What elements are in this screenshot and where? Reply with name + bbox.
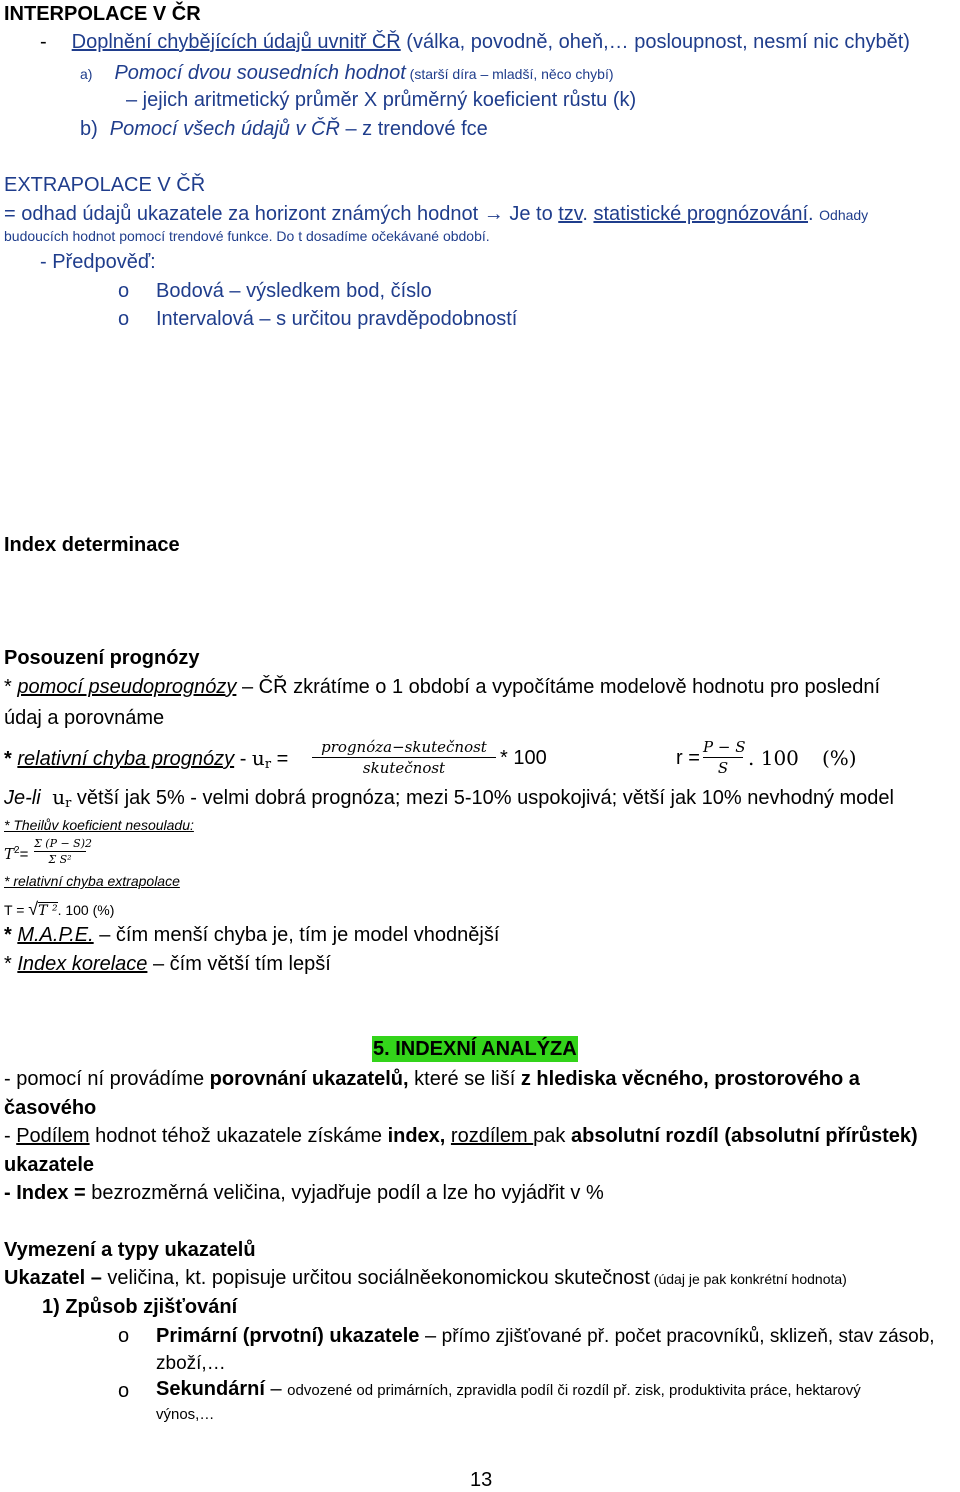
primarni-ukazatele: Primární (prvotní) ukazatele – přímo zjišťované př. počet pracovníků, sklizeň, stav zásob, (156, 1325, 935, 1347)
primarni-line2: zboží,… (156, 1353, 226, 1374)
predpoved-bodova: Bodová – výsledkem bod, číslo (156, 280, 432, 302)
indexni-p2: - Podílem hodnot téhož ukazatele získáme index, rozdílem pak absolutní rozdíl (absolutní přírůstek) (4, 1125, 918, 1147)
extrapolace-line1: = odhad údajů ukazatele za horizont známých hodnot → Je to tzv. statistické prognózování. Odhady (4, 203, 869, 225)
fraction-relative-error: prognóza−skutečnost skutečnost (312, 738, 496, 777)
interpolace-b: b) Pomocí všech údajů v ČŘ – z trendové fce (80, 118, 488, 140)
heading-vymezeni: Vymezení a typy ukazatelů (4, 1239, 256, 1261)
t2-label: $T^2=$ (4, 845, 29, 863)
interpolace-a: a) Pomocí dvou sousedních hodnot (starší díra – mladší, něco chybí) (80, 62, 614, 84)
sekundarni-ukazatele: Sekundární – odvozené od primárních, zpravidla podíl či rozdíl př. zisk, produktivita práce, hektarový (156, 1378, 861, 1400)
indexni-p1: - pomocí ní provádíme porovnání ukazatelů, které se liší z hlediska věcného, prostorového a (4, 1068, 860, 1090)
predpoved: - Předpověď: (40, 251, 156, 273)
korelace-line: * Index korelace – čím větší tím lepší (4, 953, 331, 975)
times-100: * 100 (500, 747, 547, 769)
theil-label: * Theilův koeficient nesouladu: (4, 817, 194, 833)
heading-extrapolace: EXTRAPOLACE V ČŘ (4, 174, 206, 196)
bullet-marker: o (118, 308, 130, 330)
je-li-line: Je-li ur větší jak 5% - velmi dobrá prognóza; mezi 5-10% uspokojivá; větší jak 10% nevhodný model (4, 785, 894, 811)
t-formula: T = √T ². 100 (%) (4, 899, 115, 919)
interpolace-item: - Doplnění chybějících údajů uvnitř ČŘ (válka, povodně, oheň,… posloupnost, nesmí nic chybět) (40, 31, 910, 53)
percent-unit: (%) (822, 746, 857, 770)
bullet-marker: o (118, 1325, 130, 1347)
heading-interpolace: INTERPOLACE V ČR (4, 3, 201, 25)
r-equals: r = (676, 747, 700, 769)
relativni-chyba-label: * relativní chyba prognózy - ur = (4, 746, 289, 772)
bullet-marker: o (118, 280, 130, 302)
pseudoprognoza-line1: * pomocí pseudoprognózy – ČŘ zkrátíme o 1 období a vypočítáme modelově hodnotu pro poslední (4, 676, 881, 698)
interpolace-a-sub: – jejich aritmetický průměr X průměrný koeficient růstu (k) (126, 89, 637, 111)
predpoved-intervalova: Intervalová – s určitou pravděpodobností (156, 308, 518, 330)
indexni-p1-line2: časového (4, 1097, 97, 1119)
heading-indexni-analyza: 5. INDEXNÍ ANALÝZA (373, 1038, 577, 1060)
page-number: 13 (470, 1469, 493, 1491)
ukazatel-def: Ukazatel – veličina, kt. popisuje určitou sociálněekonomickou skutečnost (údaj je pak konkrétní hodnota) (4, 1267, 847, 1289)
pseudoprognoza-line2: údaj a porovnáme (4, 707, 165, 729)
interpolace-link[interactable]: Doplnění chybějících údajů uvnitř ČŘ (71, 31, 401, 53)
fraction-theil: Σ (P − S)2 Σ S² (34, 837, 93, 866)
zpusob-zjistovani: 1) Způsob zjišťování (42, 1296, 238, 1318)
indexni-p2-line2: ukazatele (4, 1154, 95, 1176)
r-times-100: . 100 (748, 746, 799, 770)
extrapolace-line2: budoucích hodnot pomocí trendové funkce. Do t dosadíme očekávané období. (4, 228, 490, 244)
bullet-marker: o (118, 1380, 130, 1402)
heading-posouzeni: Posouzení prognózy (4, 647, 200, 669)
indexni-p3: - Index = bezrozměrná veličina, vyjadřuje podíl a lze ho vyjádřit v % (4, 1182, 604, 1204)
heading-index-determinace: Index determinace (4, 534, 180, 556)
fraction-r: P − S S (703, 738, 746, 777)
sekundarni-line2: výnos,… (156, 1406, 215, 1423)
rel-extrapolace-label: * relativní chyba extrapolace (4, 873, 180, 889)
mape-line: * M.A.P.E. – čím menší chyba je, tím je model vhodnější (4, 924, 500, 946)
